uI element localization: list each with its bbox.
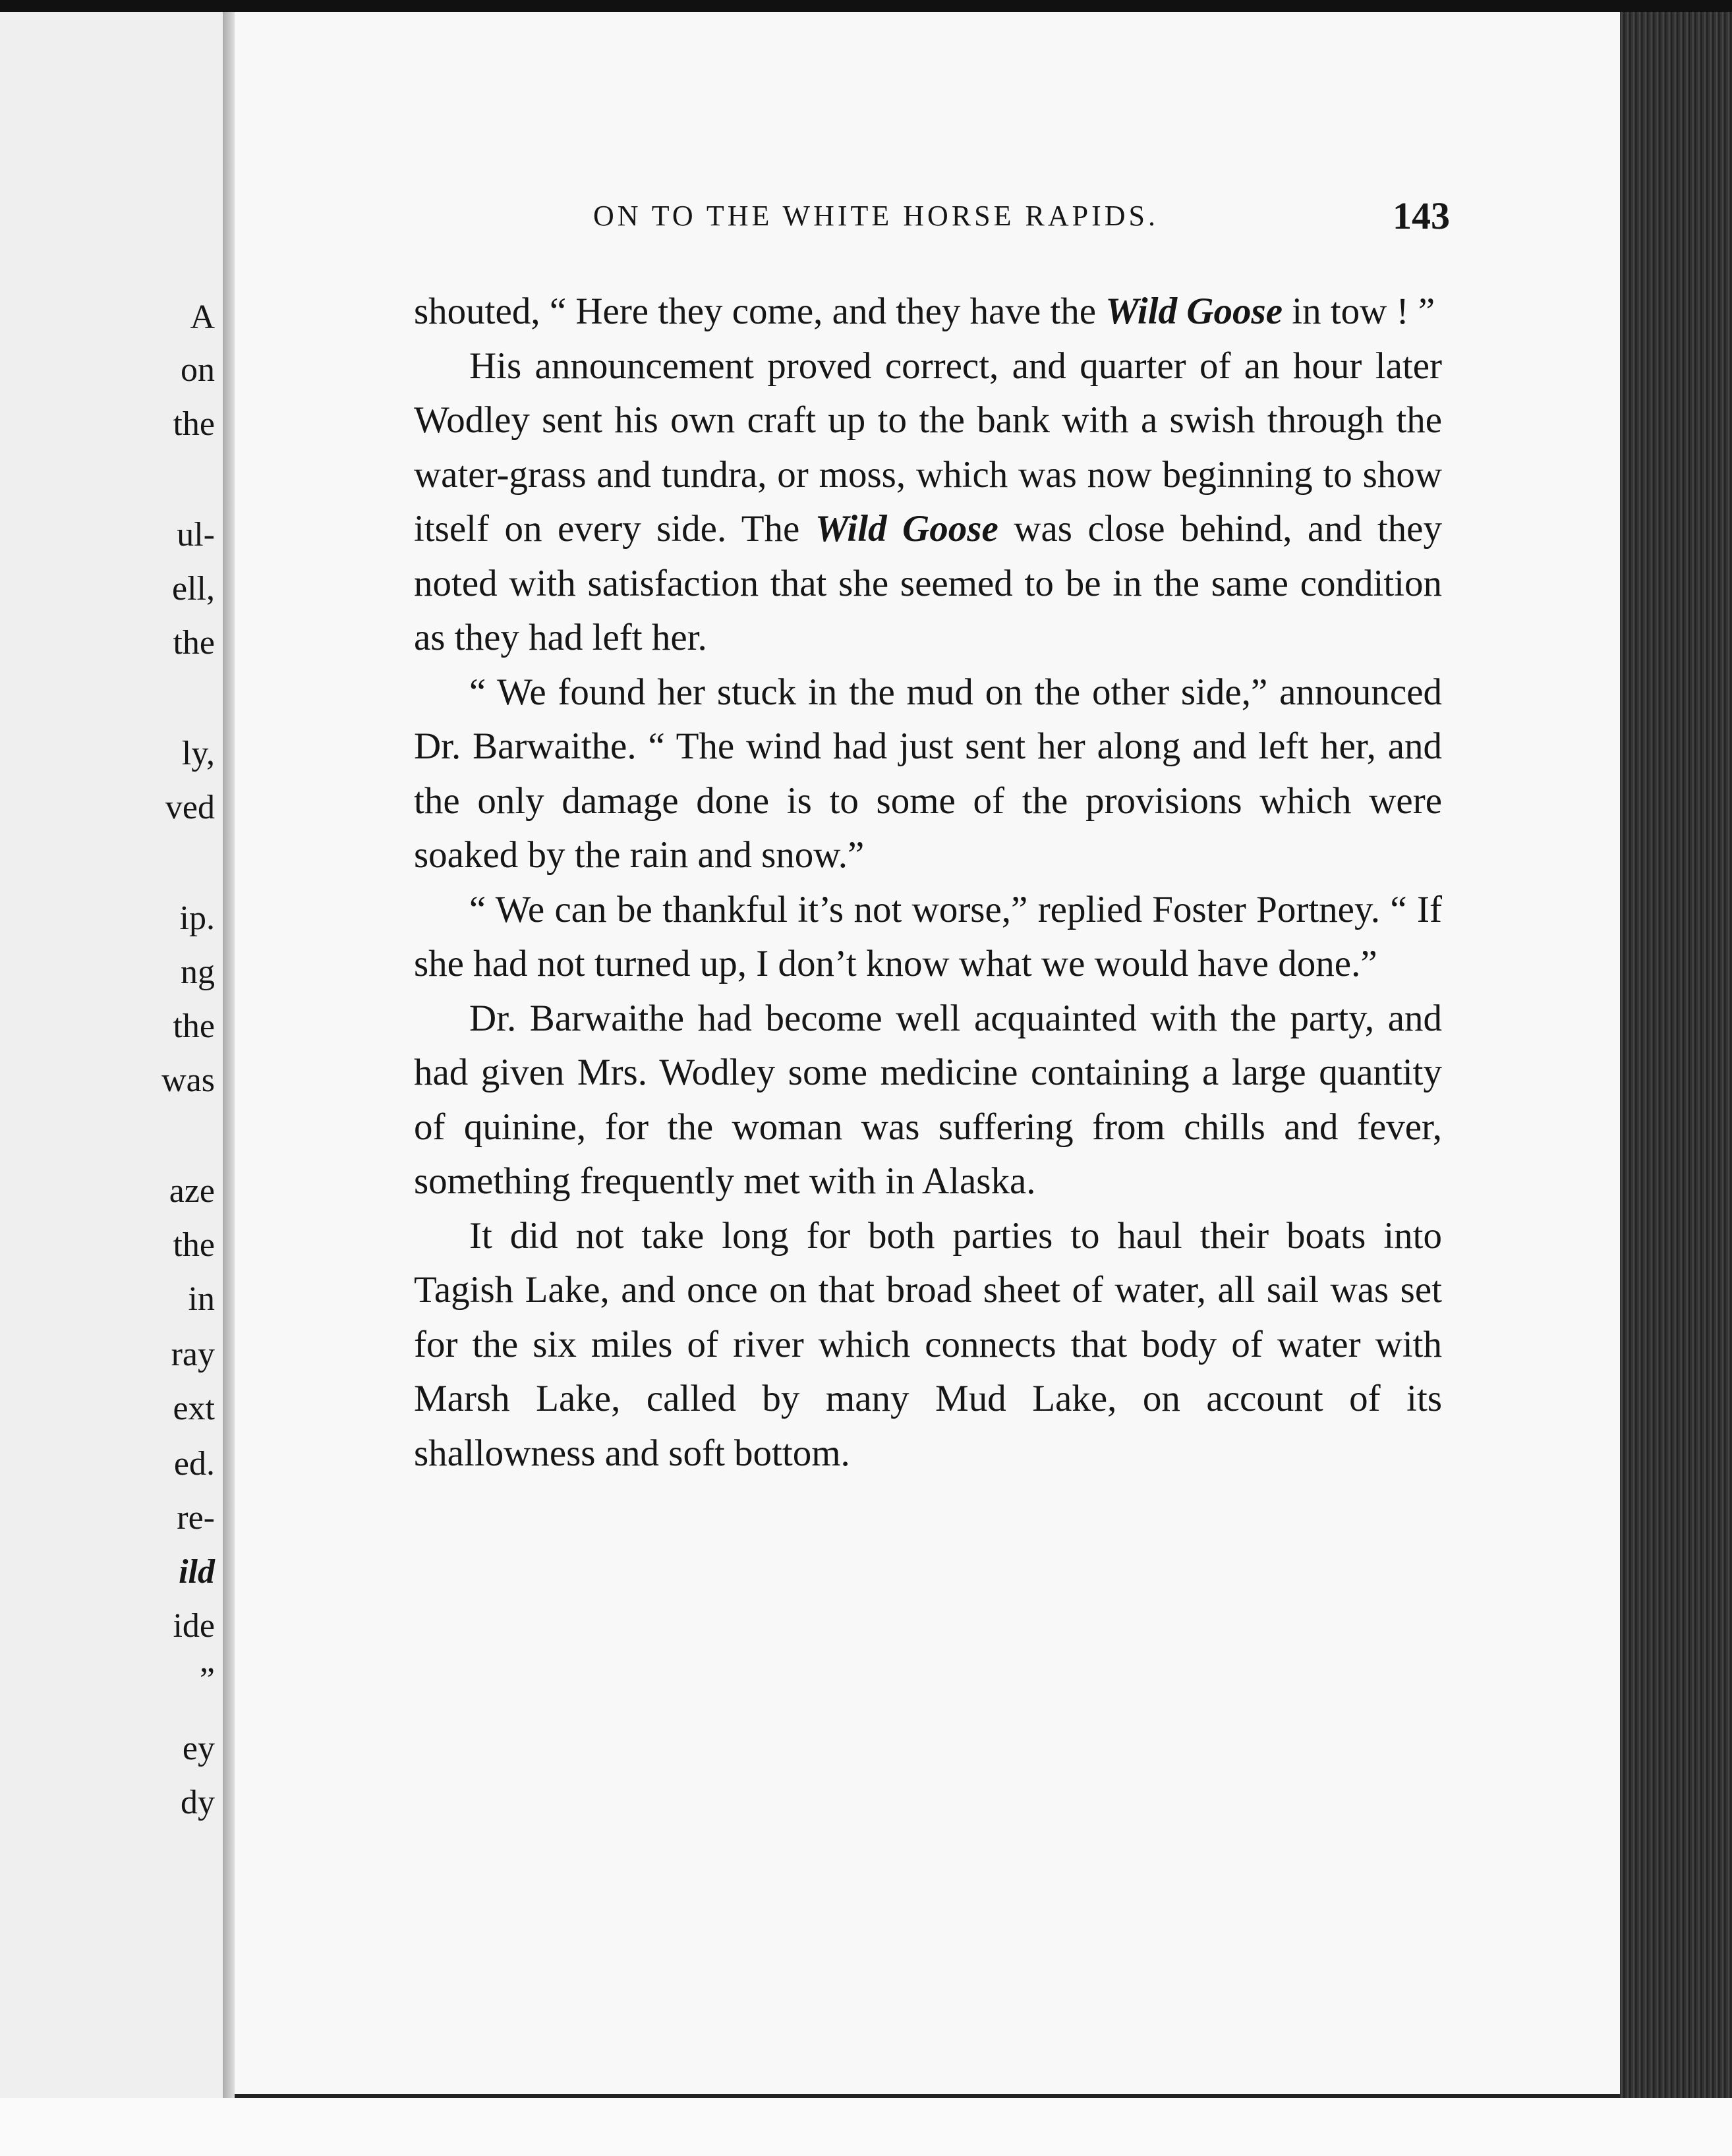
left-page-fragment: ext [173,1390,215,1427]
left-page-fragment: was [161,1062,215,1099]
left-page-fragment: dy [181,1784,215,1821]
left-page-fragment: aze [169,1172,215,1210]
text-run: was close behind, and they noted with satisfaction that she seemed to be in the same condition as they had left her. [414,508,1442,658]
paragraph: “ We found her stuck in the mud on the other side,” announced Dr. Barwaithe. “ The wind had just sent her along and left her, and the only damage done is to some of the provisions which were soaked by the rain and snow.” [414,671,1442,876]
text-run: His announcement proved correct, and quarter of an hour later Wodley sent his own craft up to the bank with a swish through the water-grass and tundra, or moss, which was now beginning to show itself on every side. The [414,345,1442,550]
left-page-fragment: ng [181,953,215,991]
paragraph [414,339,1442,666]
left-page-fragment: ey [182,1730,215,1767]
left-page-fragment: the [173,1226,215,1264]
paragraph: Dr. Barwaithe had become well acquainted with the party, and had given Mrs. Wodley some medicine containing a large quantity of quinine, for the woman was suffering from chills and fever, something frequently met with in Alaska. [414,997,1442,1202]
left-page-fragment: the [173,624,215,662]
paragraph: It did not take long for both parties to haul their boats into Tagish Lake, and once on that broad sheet of water, all sail was set for the six miles of river which connects that body of water with Marsh Lake, called by many Mud Lake, on account of its shallowness and soft bottom. [414,1214,1442,1474]
left-page [0,12,226,2156]
page-edge-stack [1620,12,1732,2156]
left-page-fragment: on [181,351,215,389]
left-page-fragment: ed. [173,1445,215,1483]
left-page-fragment: ide [173,1607,215,1645]
page-number: 143 [1393,194,1450,237]
running-head: ON TO THE WHITE HORSE RAPIDS. [593,200,1159,232]
book-gutter [223,12,235,2156]
left-page-fragment: ly, [181,735,215,772]
paragraph [414,285,1442,339]
left-page-fragment: ild [179,1553,215,1591]
text-run: in tow ! ” [1283,291,1435,332]
left-page-fragment: the [173,1007,215,1045]
left-page-fragment: ip. [179,899,215,937]
text-run: shouted, “ Here they come, and they have the [414,291,1106,332]
left-page-fragment: A [190,298,215,336]
scan-bottom-strip [0,2098,1732,2156]
left-page-fragment: ved [165,789,215,826]
left-page-fragment: re- [177,1499,215,1537]
left-page-fragment: the [173,405,215,443]
left-page-fragment: ul- [177,516,215,553]
left-page-fragment: ” [199,1661,215,1699]
left-page-fragment: in [188,1280,215,1318]
ship-name: Wild Goose [815,508,998,550]
body-text [414,285,1442,1481]
paragraph: “ We can be thankful it’s not worse,” replied Foster Portney. “ If she had not turned up, I don’t know what we would have done.” [414,888,1442,984]
left-page-fragment: ray [171,1336,215,1373]
scan-top-edge [0,0,1732,12]
left-page-fragment: ell, [172,570,215,608]
ship-name: Wild Goose [1105,291,1283,332]
